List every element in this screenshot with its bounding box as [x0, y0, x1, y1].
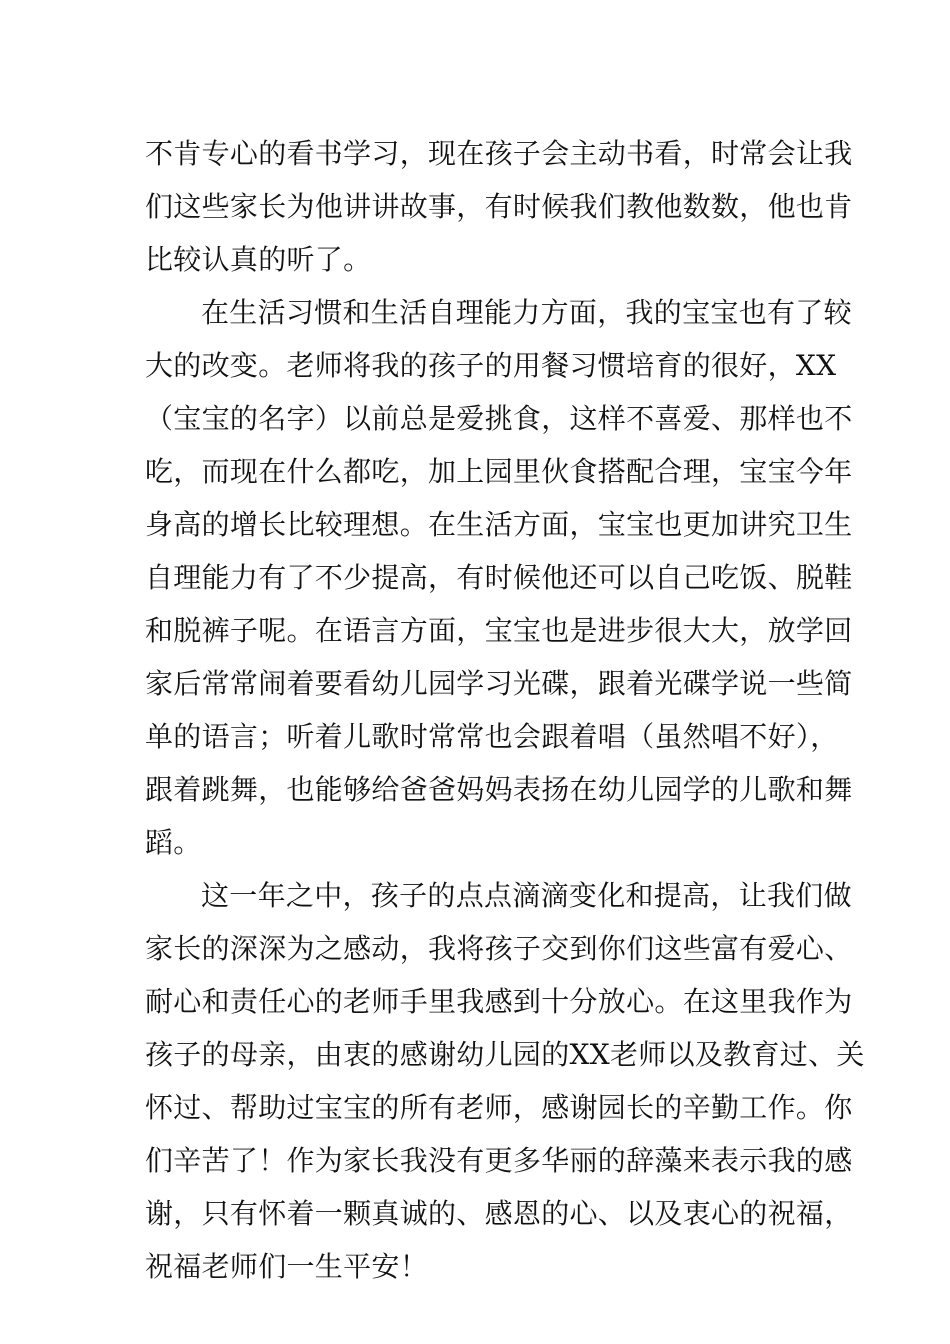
paragraph-2-line-1: 在生活习惯和生活自理能力方面，我的宝宝也有了较 [201, 296, 852, 329]
paragraph-2-line-9: 单的语言；听着儿歌时常常也会跟着唱（虽然唱不好）， [145, 720, 839, 753]
paragraph-2-line-10: 跟着跳舞，也能够给爸爸妈妈表扬在幼儿园学的儿歌和舞 [145, 773, 853, 806]
paragraph-2-line-11: 蹈。 [145, 826, 202, 859]
paragraph-1-line-3: 比较认真的听了。 [145, 243, 372, 276]
paragraph-3-line-2: 家长的深深为之感动，我将孩子交到你们这些富有爱心、 [145, 932, 853, 965]
paragraph-2-line-7: 和脱裤子呢。在语言方面，宝宝也是进步很大大，放学回 [145, 614, 853, 647]
paragraph-3-line-6: 们辛苦了！作为家长我没有更多华丽的辞藻来表示我的感 [145, 1144, 853, 1177]
paragraph-2-line-3: （宝宝的名字）以前总是爱挑食，这样不喜爱、那样也不 [145, 402, 853, 435]
paragraph-3-line-7: 谢，只有怀着一颗真诚的、感恩的心、以及衷心的祝福， [145, 1197, 853, 1230]
paragraph-1-line-2: 们这些家长为他讲讲故事，有时候我们教他数数，他也肯 [145, 190, 853, 223]
paragraph-2-line-8: 家后常常闹着要看幼儿园学习光碟，跟着光碟学说一些简 [145, 667, 853, 700]
paragraph-3-line-3: 耐心和责任心的老师手里我感到十分放心。在这里我作为 [145, 985, 853, 1018]
paragraph-2-line-4: 吃，而现在什么都吃，加上园里伙食搭配合理，宝宝今年 [145, 455, 853, 488]
paragraph-2-line-6: 自理能力有了不少提高，有时候他还可以自己吃饭、脱鞋 [145, 561, 853, 594]
document-body [145, 127, 865, 1293]
paragraph-3-line-5: 怀过、帮助过宝宝的所有老师，感谢园长的辛勤工作。你 [145, 1091, 853, 1124]
paragraph-2-line-5: 身高的增长比较理想。在生活方面，宝宝也更加讲究卫生 [145, 508, 853, 541]
paragraph-2-line-2: 大的改变。老师将我的孩子的用餐习惯培育的很好，XX [145, 349, 837, 382]
paragraph-3-line-8: 祝福老师们一生平安！ [145, 1250, 429, 1283]
paragraph-3-line-1: 这一年之中，孩子的点点滴滴变化和提高，让我们做 [201, 879, 852, 912]
paragraph-1-line-1: 不肯专心的看书学习，现在孩子会主动书看，时常会让我 [145, 137, 853, 170]
paragraph-3-line-4: 孩子的母亲，由衷的感谢幼儿园的XX老师以及教育过、关 [145, 1038, 865, 1071]
